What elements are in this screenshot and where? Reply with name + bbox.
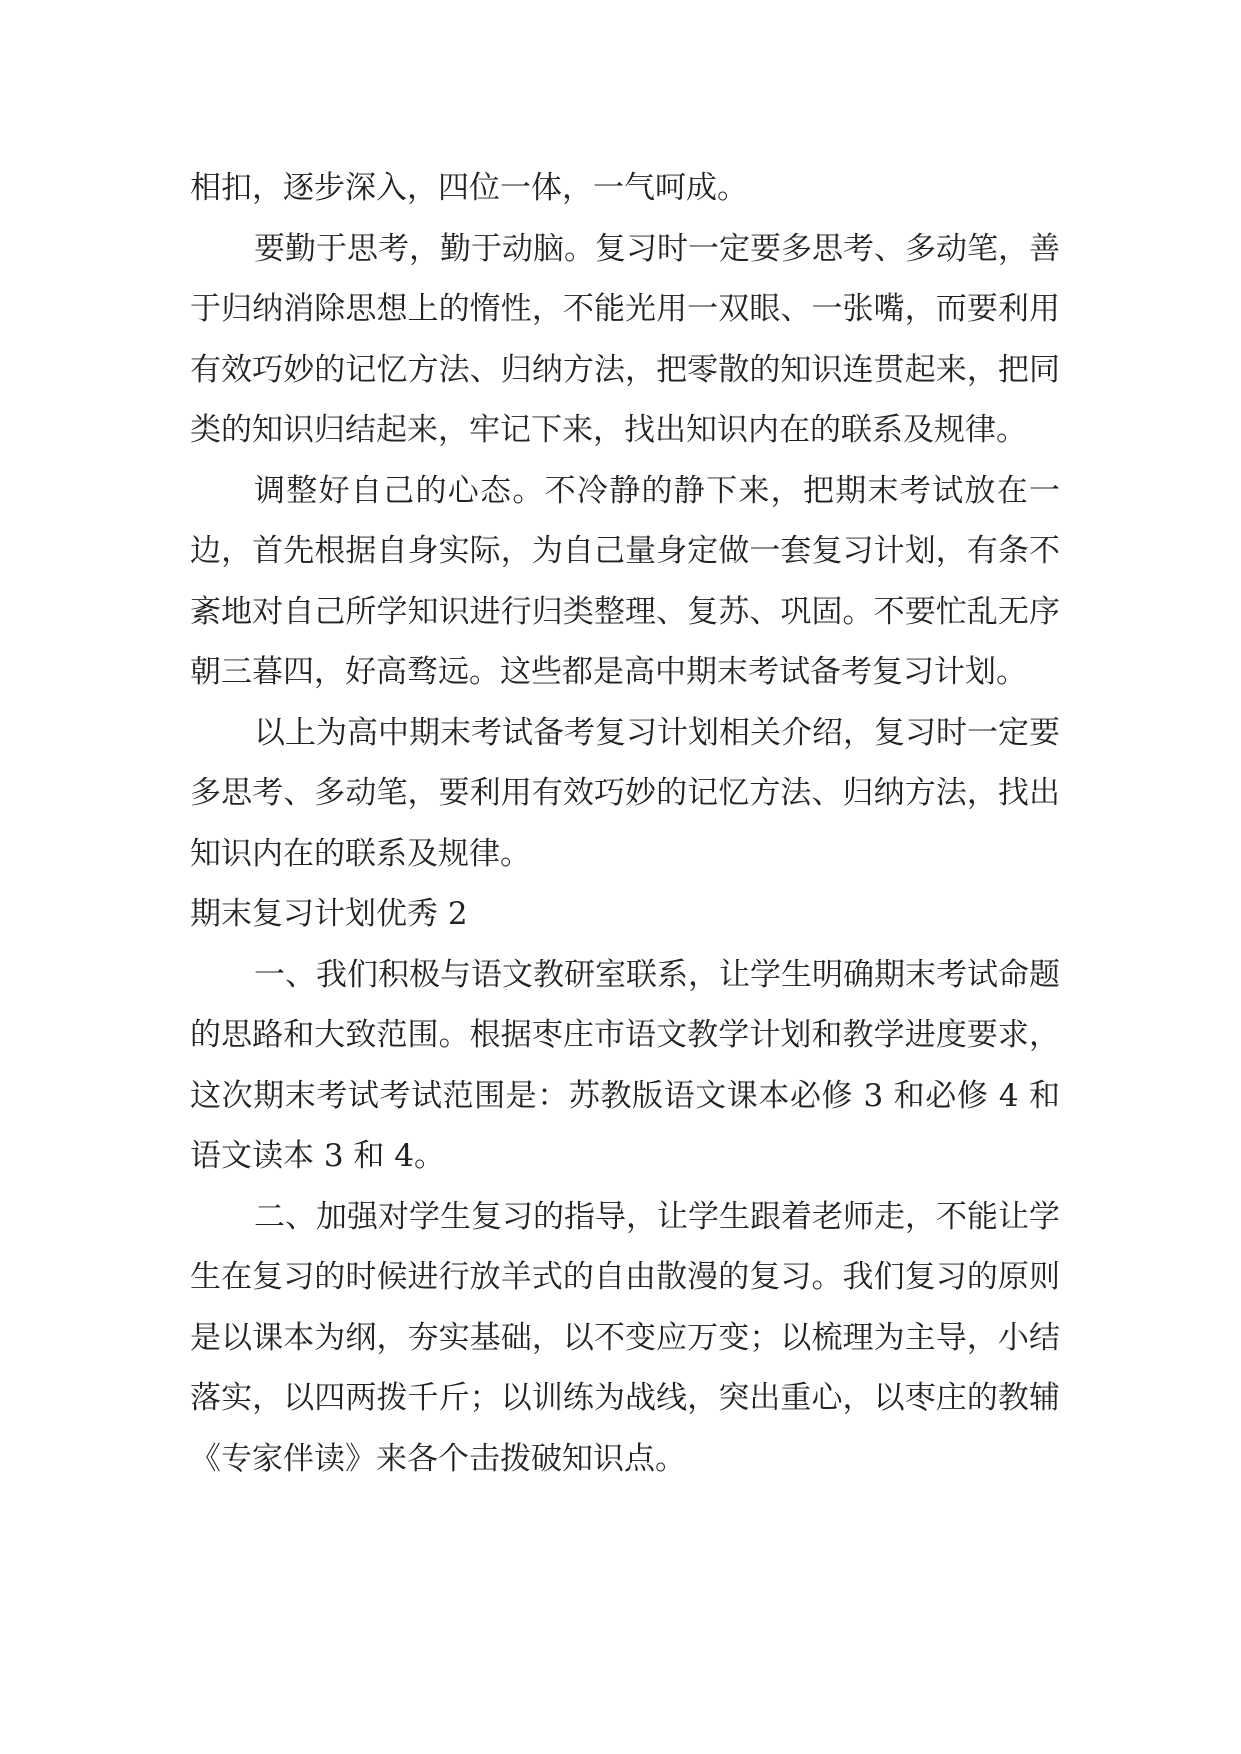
- paragraph-item-two: 二、加强对学生复习的指导，让学生跟着老师走，不能让学生在复习的时候进行放羊式的自由散漫的复习。我们复习的原则是以课本为纲，夯实基础，以不变应万变；以梳理为主导，小结落实，以四两拨千斤；以训练为战线，突出重心，以枣庄的教辅《专家伴读》来各个击拨破知识点。: [190, 1198, 1060, 1477]
- section-heading: 期末复习计划优秀 2: [190, 896, 468, 932]
- paragraph-mindset: 调整好自己的心态。不冷静的静下来，把期末考试放在一边，首先根据自身实际，为自己量身定做一套复习计划，有条不紊地对自己所学知识进行归类整理、复苏、巩固。不要忙乱无序朝三暮四，好高骛远。这些都是高中期末考试备考复习计划。: [190, 472, 1060, 690]
- document-body: [190, 158, 1060, 1489]
- paragraph-study-habits: 要勤于思考，勤于动脑。复习时一定要多思考、多动笔，善于归纳消除思想上的惰性，不能光用一双眼、一张嘴，而要利用有效巧妙的记忆方法、归纳方法，把零散的知识连贯起来，把同类的知识归结起来，牢记下来，找出知识内在的联系及规律。: [190, 230, 1060, 448]
- paragraph-summary: 以上为高中期末考试备考复习计划相关介绍，复习时一定要多思考、多动笔，要利用有效巧妙的记忆方法、归纳方法，找出知识内在的联系及规律。: [190, 714, 1060, 872]
- paragraph-item-one: 一、我们积极与语文教研室联系，让学生明确期末考试命题的思路和大致范围。根据枣庄市语文教学计划和教学进度要求，这次期末考试考试范围是：苏教版语文课本必修 3 和必修 4 和语文读本 3 和 4。: [190, 956, 1060, 1174]
- paragraph-continued: 相扣，逐步深入，四位一体，一气呵成。: [190, 170, 748, 206]
